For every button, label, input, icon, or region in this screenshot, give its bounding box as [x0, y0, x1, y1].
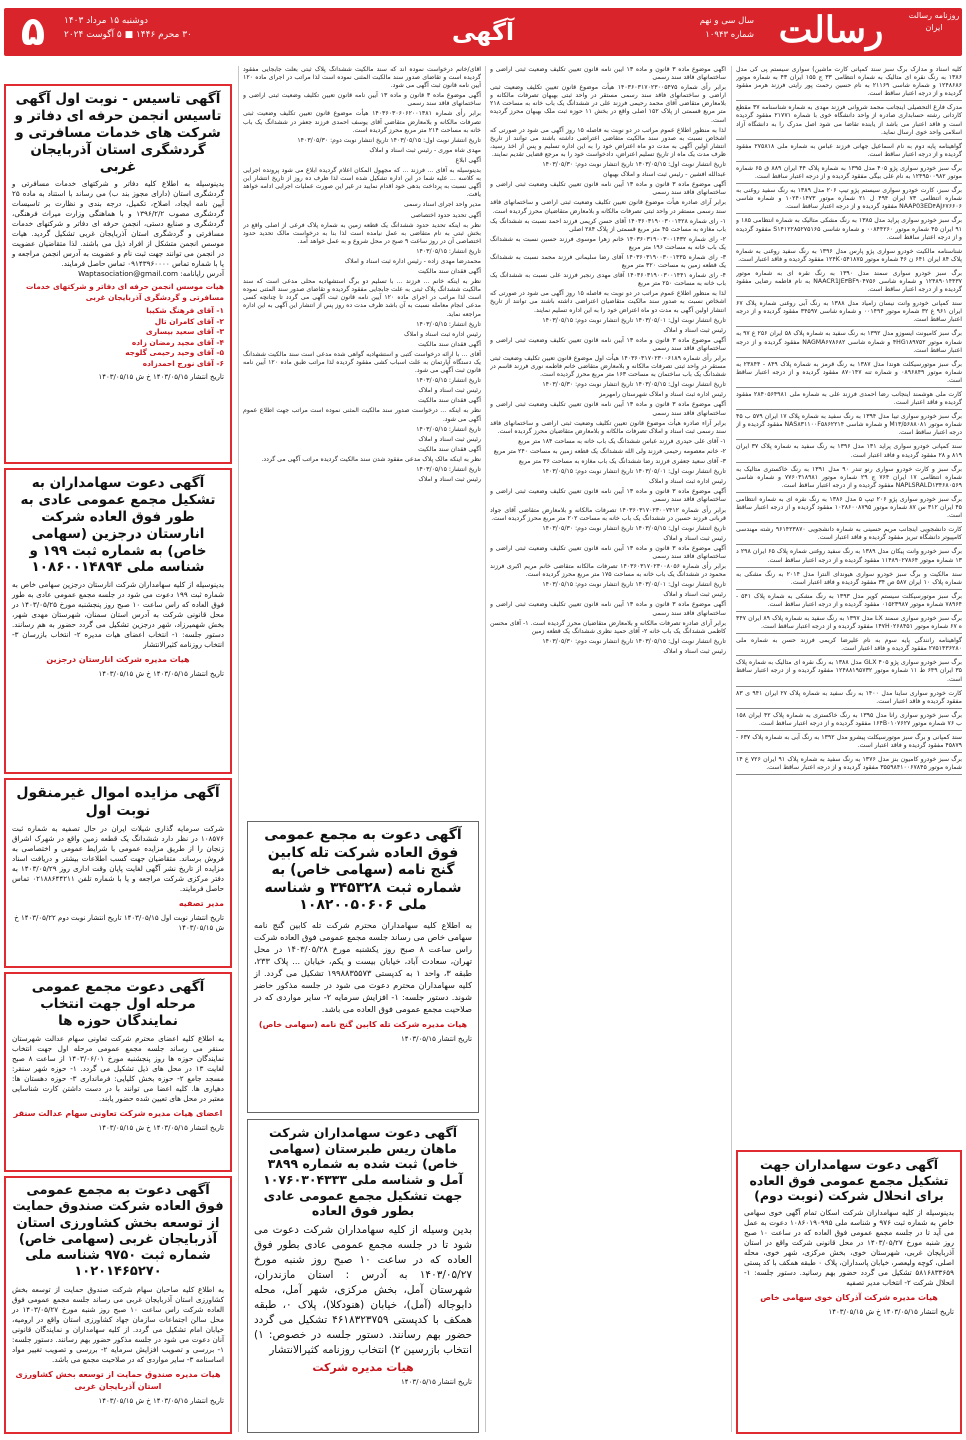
ad-body: به اطلاع کلیه صاحبان سهام شرکت صندوق حمایت از توسعه بخش کشاورزی استان آذربایجان غربی می رساند جلسه مجمع عمومی فوق العاده شرکت راس ساعت ۱۰ صبح روز شنبه مورخ ۱۴۰۳/۰۵/۲۷ در محل سالن اجتماعات سازمان جهاد کشاورزی استان واقع در ارومیه، خیابان امام تشکیل می گردد. از کلیه سهامداران و نمایندگان قانونی آنان دعوت می شود در جلسه مذکور حضور بهم رسانند. دستور جلسه: ۱- بررسی و تصویب افزایش سرمایه ۲- بررسی و تصویب تغییر مواد اساسنامه ۳- سایر مواردی که در صلاحیت مجمع می باشد.: [12, 1284, 225, 1364]
section-title: آگهی: [451, 18, 515, 46]
notice-paragraph: لذا به منظور اطلاع عموم مراتب در دو نوبت به فاصله ۱۵ روز آگهی می شود در صورتی که اشخاص نسبت به صدور سند مالکیت متقاضیان اعتراضی داشته باشند می توانند از تاریخ انتشار اولین آگهی به مدت دو ماه اعتراض خود را به این اداره تسلیم نمایند.: [490, 290, 726, 314]
notice-paragraph: سند کمپانی و برگ سبز موتورسیکلت پیشرو مدل ۱۳۹۲ به رنگ آبی به شماره پلاک ۶۳۷ - ۴۵۸۷۹ مفقود گردیده و فاقد اعتبار است.: [736, 734, 962, 753]
ad-title: آگهی دعوت به مجمع عمومی فوق العاده شرکت صندوق حمایت از توسعه بخش کشاورزی استان آذربایجان غربی (سهامی خاص) شماره ثبت ۹۷۵۰ شناسه ملی ۱۰۲۰۱۴۶۵۲۷۰: [12, 1183, 224, 1280]
notice-paragraph: تاریخ انتشار: ۱۴۰۳/۰۵/۱۵: [416, 425, 481, 433]
lost-documents-column: [736, 66, 962, 1146]
founder-item: ۳- آقای سعید بیساری: [145, 327, 224, 337]
ad-body: بدینوسیله از کلیه سهامداران شرکت اسکان تمام آگهی خوی سهامی خاص به شماره ثبت ۹۷۶ و شناسه ملی ۱۰۸۶۰۱۹۰۹۹۵ دعوت به عمل می آید تا در جلسه مجمع عمومی فوق العاده که در ساعت ۱۰ صبح روز شنبه مورخ ۱۴۰۳/۰۵/۲۷ در محل قانونی شرکت واقع در استان آذربایجان غربی، شهرستان خوی، بخش مرکزی، شهر خوی، محله اصلی، کوچه ولیعصر، خیابان پاسداران، پلاک ۰ طبقه همکف با کد پستی ۵۸۱۶۸۳۳۶۵۹ تشکیل می گردد حضور بهم رسانید. دستور جلسه: ۱- انحلال شرکت ۲- انتخاب مدیر تصفیه: [744, 1207, 955, 1287]
notice-paragraph: شناسنامه مالکیت خودرو سواری پژو پارس مدل ۱۳۹۶ به رنگ سفید روغنی به شماره پلاک ۸۴ ایران ۶۴۱ ن ۴۶ شماره موتور ۱۲۴K۰۵۴۱۸۷۵ مفقود گردیده و فاقد اعتبار است.: [736, 248, 962, 267]
notice-paragraph: تاریخ انتشار نوبت اول: ۱۴۰۳/۰۵/۱۵ تاریخ انتشار نوبت دوم: ۱۴۰۳/۰۵/۳۰: [542, 381, 726, 389]
founder-item: ۴- آقای مجید رمضان زاده: [131, 337, 224, 347]
founder-item: ۵- آقای وحید رحیمی گلوجه: [125, 348, 224, 358]
ad-signature: هیات مدیره شرکت: [312, 1360, 414, 1374]
notice-paragraph: برگ سبز خودرو سواری رانا مدل ۱۳۹۵ به رنگ خاکستری به شماره پلاک ۴۲ ایران ۱۵۸ ب ۷۶ شماره موتور ۱۶۴B۰۱۰۷۶۲۷ مفقود گردیده و از درجه اعتبار ساقط است.: [736, 712, 962, 731]
ad-date: تاریخ انتشار ۱۴۰۳/۰۵/۱۵: [401, 1034, 472, 1043]
ad-body: به اطلاع کلیه اعضای محترم شرکت تعاونی سهام عدالت شهرستان سنقر می رساند جلسه مجمع عمومی مرحله اول جهت انتخاب نمایندگان حوزه ها روز پنجشنبه مورخ ۱۴۰۳/۰۶/۰۱ از ساعت ۸ صبح لغایت ۱۳ در محل های ذیل تشکیل می گردد. ۱- حوزه شهر سنقر: مسجد جامع ۲- حوزه بخش کلیایی: فرمانداری ۳- حوزه دهستان ها: دهیاری ها. کلیه اعضا می توانند با در دست داشتن کارت شناسایی معتبر در محل های تعیین شده حضور یابند.: [12, 1033, 225, 1103]
notice-paragraph: برگ سبز خودرو کامیون بنز مدل ۱۳۷۶ به رنگ سفید به شماره پلاک ۹۱ ایران ۷۲۶ ع ۱۴ شماره موتور ۳۵۵۹۸۴۱۰۰۶۷۸۴۵ مفقود گردیده و از درجه اعتبار ساقط است.: [736, 756, 962, 775]
notice-paragraph: تاریخ انتشار: ۱۴۰۳/۰۵/۱۵: [416, 320, 481, 328]
notice-paragraph: کارت خودرو سواری ساینا مدل ۱۴۰۰ به رنگ سفید به شماره پلاک ۲۷ ایران ۹۴۱ ی ۸۳ مفقود گردیده و فاقد اعتبار است.: [736, 690, 962, 709]
notice-paragraph: آگهی فقدان سند مالکیت: [418, 445, 481, 453]
notice-paragraph: تاریخ انتشار: ۱۴۰۳/۰۵/۱۵: [416, 466, 481, 474]
notice-paragraph: آقای/خانم درخواست نموده اند که سند مالکیت ششدانگ پلاک ثبتی بعلت جابجایی مفقود گردیده است و تقاضای صدور سند مالکیت المثنی نموده است لذا مراتب در اجرای ماده ۱۲۰ آیین نامه قانون ثبت آگهی می شود.: [243, 66, 481, 90]
ad-date: تاریخ انتشار ۱۴۰۳/۰۵/۱۵ خ ش ۱۴۰۳/۰۵/۱۵: [98, 1396, 224, 1405]
notice-paragraph: آگهی موضوع ماده ۳ قانون و ماده ۱۳ آیین نامه قانون تعیین تکلیف وضعیت ثبتی اراضی و ساختمانهای فاقد سند رسمی: [490, 601, 726, 617]
ad-mahan-meeting: [248, 1120, 478, 1432]
notice-paragraph: رئیس ثبت اسناد و املاک: [418, 387, 481, 395]
notice-paragraph: تاریخ انتشار نوبت اول: ۱۴۰۳/۰۵/۱۵ تاریخ انتشار نوبت دوم: ۱۴۰۳/۰۵/۳۰: [542, 637, 726, 645]
ad-title: آگهی مزایده اموال غیرمنقول نوبت اول: [16, 785, 220, 819]
ad-title: آگهی دعوت مجمع عمومی مرحله اول جهت انتخاب نمایندگان حوزه ها: [31, 979, 205, 1029]
notice-paragraph: برگ سبز و کارت خودرو سواری رنو تندر ۹۰ مدل ۱۳۹۱ به رنگ خاکستری متالیک به شماره انتظامی ۱۷ ایران ۷۶۴ ج ۲۹ شماره موتور ۷۷۶۰۳۱۸۹۸۱ و شماره شاسی NAPLSRALD۱۳۴۶۸۰۵۶۹ مفقود گردیده و از درجه اعتبار ساقط است.: [736, 466, 962, 493]
notice-paragraph: برگ سبز خودرو وانت پیکان مدل ۱۳۸۹ به رنگ سفید روغنی شماره پلاک ۶۵ ایران ۲۹۸ د ۱۳ شماره موتور ۱۱۴۸۹۰۲۷۸۶۴ مفقود گردیده و از درجه اعتبار ساقط است.: [736, 548, 962, 567]
date-persian: دوشنبه ۱۵ مرداد ۱۴۰۳: [64, 16, 149, 26]
ad-title: آگهی دعوت سهامداران به تشکیل مجمع عمومی عادی به طور فوق العاده شرکت انارستان درجزین (سهامی خاص) به شماره ثبت ۱۹۹ و شناسه ملی ۱۰۸۶۰۰۱۴۸۹۴: [20, 475, 216, 576]
notice-paragraph: آگهی فقدان سند مالکیت: [418, 340, 481, 348]
notice-paragraph: برابر رأی شماره ۱۴۰۳۶۰۳۱۷۰۲۳۰۰۸۰۵۶ تصرفات مالکانه متقاضی خانم مریم اکبری فرزند محمود در ششدانگ یک باب خانه به مساحت ۱۷۵ متر مربع محرز گردیده است.: [490, 563, 726, 579]
ad-auction: [4, 778, 232, 968]
notice-paragraph: تاریخ انتشار نوبت اول: ۱۴۰۳/۰۵/۰۱ تاریخ انتشار نوبت دوم: ۱۴۰۳/۰۵/۱۵: [542, 468, 726, 476]
issue-dates: [64, 14, 192, 42]
ad-date: تاریخ انتشار ۱۴۰۳/۰۵/۱۵: [401, 1377, 472, 1386]
header-small-brand: روزنامه رسالت ایران: [908, 11, 960, 32]
notice-paragraph: برابر رأی شماره ۱۴۰۳۶۰۳۱۷۰۲۳۰۰۵۴۷۵ هیأت موضوع قانون تعیین تکلیف وضعیت ثبتی اراضی و ساختمانهای فاقد سند رسمی مستقر در واحد ثبتی بهبهان تصرفات مالکانه و بلامعارض متقاضی آقای محمد رحیمی فرزند علی در ششدانگ یک باب خانه به مساحت ۲۱۸ متر مربع قسمتی از پلاک ۱۵۲ اصلی واقع در بخش ۱۱ حوزه ثبت ملک بهبهان محرز گردیده است.: [490, 84, 726, 124]
lost-documents-list: [736, 66, 962, 775]
notice-paragraph: آقای ... با ارائه درخواست کتبی و استشهادیه گواهی شده مدعی است سند مالکیت ششدانگ یک دستگاه آپارتمان به علت اسباب کشی مفقود گردیده لذا مراتب طبق ماده ۱۲۰ آیین نامه قانون ثبت آگهی می شود.: [243, 350, 481, 375]
notice-paragraph: رئیس ثبت اسناد و املاک: [418, 435, 481, 443]
notice-paragraph: تاریخ انتشار نوبت اول: ۱۴۰۳/۰۵/۰۱ تاریخ انتشار نوبت دوم: ۱۴۰۳/۰۵/۱۵: [542, 316, 726, 324]
ad-telecabin-meeting: [248, 822, 478, 1112]
ad-date: تاریخ انتشار ۱۴۰۳/۰۵/۱۵ خ ش ۱۴۰۳/۰۵/۱۵: [98, 1123, 224, 1132]
notice-paragraph: رئیس ثبت اسناد و املاک: [663, 534, 726, 542]
notice-paragraph: برگ سبز موتورسیکلت سیستم کویر مدل ۱۳۹۳ به رنگ مشکی به شماره پلاک ۵۴۱ - ۷۸۹۶۴ شماره موتور ۰۱۵۲۳۹۸۷ مفقود گردیده و از درجه اعتبار ساقط است.: [736, 593, 962, 612]
ad-signature: هیات مدیره شرکت تله کابین گنج نامه (سهامی خاص): [258, 1019, 468, 1029]
notice-paragraph: برابر رأی شماره ۱۴۰۳۶۰۳۰۶۰۶۲۰۰۱۳۸۱ هیأت موضوع قانون تعیین تکلیف وضعیت ثبتی تصرفات مالکانه و بلامعارض متقاضی آقای یوسف احمدی فرزند جعفر در ششدانگ یک باب خانه به مساحت ۲۱۴ متر مربع محرز گردیده است.: [243, 110, 481, 134]
notice-paragraph: ۲- خانم معصومه رحیمی فرزند ولی الله ششدانگ یک قطعه زمین به مساحت ۲۴۰ متر مربع: [493, 447, 726, 455]
founders-title: هیات موسس انجمن حرفه ای دفاتر و شرکتهای خدمات مسافرتی و گردشگری آذربایجان غربی: [26, 282, 224, 302]
ad-signature: اعضای هیات مدیره شرکت تعاونی سهام عدالت سنقر: [13, 1108, 223, 1118]
notice-paragraph: سند کمپانی خودرو سواری پراید ۱۳۱ مدل ۱۳۹۶ به رنگ سفید به شماره پلاک ۳۷ ایران ۸۱۹ و ۲۸ مفقود گردیده و فاقد اعتبار است.: [736, 443, 962, 462]
ad-signature: هیات مدیره شرکت انارستان درجزین: [46, 655, 190, 665]
founder-item: ۶- آقای نورج احمدزاده: [142, 358, 224, 368]
notice-paragraph: آگهی موضوع ماده ۳ قانون و ماده ۱۳ آیین نامه قانون تعیین تکلیف وضعیت ثبتی اراضی و ساختمانهای فاقد سند رسمی: [490, 181, 726, 197]
notice-paragraph: برابر آرای صادره هیأت موضوع قانون تعیین تکلیف وضعیت ثبتی اراضی و ساختمانهای فاقد سند رسمی مستقر در واحد ثبتی تصرفات مالکانه و بلامعارض متقاضیان محرز گردیده است.: [490, 199, 726, 215]
notice-paragraph: آگهی موضوع ماده ۳ قانون و ماده ۱۳ آیین نامه قانون تعیین تکلیف وضعیت ثبتی اراضی و ساختمانهای فاقد سند رسمی: [490, 336, 726, 352]
notice-paragraph: ۲- رای شماره ۱۴۰۳۶۰۳۱۹۰۰۳۰۰۱۴۳۲ خانم زهرا موسوی فرزند حسین نسبت به ششدانگ یک باب خانه به مساحت ۱۹۶ متر مربع: [490, 235, 726, 251]
notice-paragraph: مدیر واحد اجرای اسناد رسمی: [403, 201, 481, 209]
notice-paragraph: تاریخ انتشار: ۱۴۰۳/۰۵/۱۵: [416, 377, 481, 385]
notice-paragraph: برگ سبز، کارت خودرو سواری سیستم پژو تیپ ۲۰۶ مدل ۱۳۸۹ به رنگ سفید روغنی به شماره انتظامی ۷۳ ایران ۴۹۴ ل ۲۱ شماره موتور ۱۰۲۴۰۱۴۷۳ و شماره شاسی NAAP03ED۴AJ۶۷۶۶۰۶ مفقود گردیده و از درجه اعتبار ساقط است.: [736, 187, 962, 214]
notice-paragraph: نظر به اینکه خانم ... فرزند ... با تسلیم دو برگ استشهادیه محلی مدعی است که سند مالکیت ششدانگ پلاک ثبتی به علت جابجایی مفقود گردیده و تقاضای صدور سند المثنی نموده است لذا مراتب در اجرای ماده ۱۲۰ آیین نامه قانون ثبت آگهی می گردد تا چنانچه کسی مدعی انجام معامله نسبت به آن باشد ظرف مدت ده روز پس از انتشار این آگهی به این اداره مراجعه نماید.: [243, 278, 481, 318]
ad-signature: هیات مدیره صندوق حمایت از توسعه بخش کشاورزی استان آذربایجان غربی: [15, 1369, 221, 1391]
notice-paragraph: برگ سبز خودرو سواری سمند LX مدل ۱۳۹۷ به رنگ سفید به شماره پلاک ۸۹ ایران ۳۴۷ ه ۶۷ شماره موتور ۱۴۷H۰۲۶۸۴۵۱ مفقود گردیده و از درجه اعتبار ساقط است.: [736, 615, 962, 634]
notice-paragraph: برگ سبز خودرو سواری سمند مدل ۱۳۹۰ به رنگ نقره ای به شماره موتور ۱۲۴۸۹۰۱۴۴۳۷ و شماره شاسی NAACR1JE۳BF۹۰۴۷۵۶ به نام فاطمه رضایی مفقود گردیده و از درجه اعتبار ساقط است.: [736, 270, 962, 297]
notice-paragraph: آگهی تحدید حدود اختصاصی: [410, 211, 481, 219]
ad-date: تاریخ انتشار ۱۴۰۳/۰۵/۱۵ خ ش ۱۴۰۳/۰۵/۱۵: [98, 670, 224, 679]
issue-number: شماره ۱۰۹۴۳: [705, 30, 754, 40]
notice-paragraph: کارت دانشجویی اینجانب مریم حسینی به شماره دانشجویی ۹۶۱۴۲۳۸۷۰ رشته مهندسی کامپیوتر دانشگاه تبریز مفقود گردیده و فاقد اعتبار است.: [736, 526, 962, 545]
notice-paragraph: ۳- آقای سعید جعفری فرزند رضا ششدانگ یک باب مغازه به مساحت ۳۶ متر مربع: [518, 458, 726, 466]
notice-paragraph: برگ سبز موتورسیکلت هوندا مدل ۱۳۸۷ به رنگ قرمز به شماره پلاک ۸۴۹ - ۲۳۸۴۴ به شماره موتور ۰۸۹۶۸۴۹ و شماره تنه ۸۷۰۱۴۷ مفقود گردیده و از درجه اعتبار ساقط است.: [736, 361, 962, 388]
ad-khoy-liquidation: [736, 1150, 962, 1434]
notices-list-3: [243, 66, 481, 484]
ad-darjazin-meeting: [4, 468, 232, 774]
ad-body: بدینوسیله از کلیه سهامداران شرکت انارستان درجزین سهامی خاص به شماره ثبت ۱۹۹ دعوت می شود در جلسه مجمع عمومی عادی به طور فوق العاده که راس ساعت ۱۰ صبح روز پنجشنبه مورخ ۱۴۰۳/۰۵/۲۵ در محل قانونی شرکت به آدرس استان سمنان، شهرستان مهدی شهر، بخش شهمیرزاد، شهر درجزین تشکیل می گردد حضور به هم رسانند. دستور جلسه: ۱- انتخاب اعضای هیات مدیره ۲- انتخاب بازرسان ۳- انتخاب روزنامه کثیرالانتشار: [12, 580, 225, 650]
notice-paragraph: برابر رأی شماره ۱۴۰۳۶۰۳۱۷۰۲۳۰۰۶۱۸۹ هیأت اول موضوع قانون تعیین تکلیف وضعیت ثبتی مستقر در واحد ثبتی تصرفات مالکانه و بلامعارض متقاضی خانم فاطمه نوری فرزند قاسم در ششدانگ یک باب ساختمان به مساحت ۱۶۳ متر مربع محرز گردیده است.: [490, 355, 726, 379]
notices-column-3: [243, 66, 481, 816]
column-separator: [238, 66, 239, 1432]
notice-paragraph: رئیس ثبت اسناد و املاک: [663, 591, 726, 599]
notice-paragraph: نظر به اینکه تحدید حدود ششدانگ یک قطعه زمین به شماره پلاک فرعی از اصلی واقع در بخش ثبتی به نام متقاضی به عمل نیامده است لذا بنا به درخواست مالک تحدید حدود اختصاصی آن در روز ساعت ۹ صبح در محل شروع و به عمل خواهد آمد.: [243, 221, 481, 245]
notice-paragraph: بدینوسیله به آقای ... فرزند ... که مجهول المکان اعلام گردیده ابلاغ می شود پرونده اجرایی به کلاسه ... علیه شما در این اداره تشکیل شده است لذا ظرف ده روز از تاریخ انتشار این آگهی نسبت به پرداخت بدهی خود اقدام نمایید در غیر این صورت عملیات اجرایی ادامه خواهد یافت.: [243, 167, 481, 199]
notice-paragraph: محمدرضا مهدی زاده - رئیس اداره ثبت اسناد و املاک: [344, 257, 481, 265]
ad-date: تاریخ انتشار ۱۴۰۳/۰۵/۱۵ خ ش ۱۴۰۳/۰۵/۱۵: [828, 1307, 954, 1316]
notice-paragraph: برگ سبز خودرو سواری تیبا مدل ۱۳۹۴ به رنگ سفید به شماره پلاک ۱۷ ایران ۵۷۹ ب ۴۵ شماره موتور M۱۳/۵۶۸۸۰۸۱ و شماره شاسی NAS۸۳۱۱۰۰F۵۸۶۲۲۱۴ مفقود گردیده و از درجه اعتبار ساقط است.: [736, 413, 962, 440]
column-separator: [485, 66, 486, 1432]
notice-paragraph: آگهی موضوع ماده ۳ قانون و ماده ۱۳ آیین نامه قانون تعیین تکلیف وضعیت ثبتی اراضی و ساختمانهای فاقد سند رسمی: [490, 66, 726, 82]
notice-paragraph: رئیس اداره ثبت اسناد و املاک شهرستان رامهرمز: [599, 391, 726, 399]
page-number: ۵: [20, 9, 46, 55]
notice-paragraph: برگ سبز کامیونت ایسوزو مدل ۱۳۹۲ به رنگ سفید به شماره پلاک ۵۸ ایران ۲۵۶ ع ۹۷ به شماره موتور ۴HG۱۸۹۷۵۲ و شماره شاسی NAGMA۶۷۸۶۸۲ مفقود گردیده و از درجه اعتبار ساقط است.: [736, 330, 962, 357]
page-header: [0, 0, 966, 60]
notice-paragraph: رئیس ثبت اسناد و املاک: [663, 647, 726, 655]
ad-association-founding: [4, 84, 232, 464]
date-lunar-gregorian: ۳۰ محرم ۱۴۴۶ ■ ۵ آگوست ۲۰۲۴: [64, 30, 192, 40]
founder-item: ۲- آقای کامران تال: [154, 316, 224, 326]
notice-paragraph: مدرک فارغ التحصیلی اینجانب محمد شروانی فرزند مهدی به شماره شناسنامه ۳۷ مقطع کاردانی رشته حسابداری صادره از واحد دانشگاه خوی با شماره ۲۱۷۷۱ مفقود گردیده است و فاقد اعتبار می باشد از یابنده تقاضا می شود اصل مدرک را به دانشگاه آزاد اسلامی واحد خوی ارسال نماید.: [736, 104, 962, 139]
notice-paragraph: ۱- آقای علی حیدری فرزند عباس ششدانگ یک باب خانه به مساحت ۱۸۴ متر مربع: [518, 437, 726, 445]
notice-paragraph: آگهی فقدان سند مالکیت: [418, 268, 481, 276]
ad-email: Waptasociation@gmail.com :آدرس رایانامه: [78, 269, 224, 279]
notice-paragraph: رئیس اداره ثبت اسناد و املاک: [648, 478, 726, 486]
ad-body: شرکت سرمایه گذاری شیلات ایران در حال تصفیه به شماره ثبت ۱۰۸۵۷۶ در نظر دارد ششدانگ یک قطعه زمین واقع در شهرک اشراق زنجان را از طریق مزایده عمومی با شرایط عمومی و اختصاصی به فروش برساند. متقاضیان جهت کسب اطلاعات بیشتر و دریافت اسناد مزایده از تاریخ نشر آگهی لغایت پایان وقت اداری روز ۱۴۰۳/۰۵/۲۹ به دفتر مرکزی شرکت مراجعه و یا با شماره تلفن ۰۲۱۸۸۶۴۴۲۱۱ تماس حاصل فرمایند.: [12, 824, 225, 893]
notice-paragraph: تاریخ انتشار: ۱۴۰۳/۰۵/۱۵: [416, 247, 481, 255]
newspaper-logo: رسالت: [778, 9, 884, 51]
notice-paragraph: برگ سبز خودرو سواری پژو ۴۰۵ مدل ۱۳۹۵ به شماره پلاک ۴۴ ایران ۸۸۹ ق ۶۵ شماره موتور ۱۲۴۹۵۰۰۹۸۲ به نام علی بیگی مفقود گردیده و از درجه اعتبار ساقط است.: [736, 165, 962, 184]
notice-paragraph: لذا به منظور اطلاع عموم مراتب در دو نوبت به فاصله ۱۵ روز آگهی می شود در صورتی که اشخاص نسبت به صدور سند مالکیت متقاضی اعتراضی داشته باشند می توانند از تاریخ انتشار اولین آگهی به مدت دو ماه اعتراض خود را به این اداره تسلیم و پس از اخذ رسید، ظرف مدت یک ماه از تاریخ تسلیم اعتراض، دادخواست خود را به مرجع قضایی تقدیم نمایند.: [490, 126, 726, 158]
notice-paragraph: رئیس ثبت اسناد و املاک: [418, 476, 481, 484]
ad-title: آگهی دعوت به مجمع عمومی فوق العاده شرکت تله کابین گنج نامه (سهامی خاص) به شماره ثبت ۳۴۵۳۲۸ و شناسه ملی ۱۰۸۲۰۰۵۰۶۰۶: [264, 827, 462, 913]
notice-paragraph: آگهی فقدان سند مالکیت: [418, 397, 481, 405]
notice-paragraph: برابر آراء صادره هیأت موضوع قانون تعیین تکلیف وضعیت ثبتی اراضی و ساختمانهای فاقد سند رسمی ثبت اسناد و املاک تصرفات مالکانه و بلامعارض متقاضیان محرز گردیده است.: [490, 419, 726, 435]
ad-body: بدینوسیله به اطلاع کلیه دفاتر و شرکتهای خدمات مسافرتی و گردشگری استان (دارای مجوز بند ب) می رساند با استناد به ماده ۲۵ آیین نامه ایجاد، اصلاح، تکمیل، درجه بندی و نظارت بر تاسیسات گردشگری مصوب ۱۳۹۶/۲/۲ و با هماهنگی وزارت میراث فرهنگی، گردشگری و صنایع دستی، انجمن حرفه ای دفاتر و شرکتهای خدمات مسافرتی و گردشگری استان آذربایجان غربی تشکیل گردید. هیات موسس انجمن متشکل از افراد ذیل می باشند. لذا متقاضیان عضویت در انجمن می توانند جهت ثبت نام و عضویت به آدرس انجمن مراجعه و یا با شماره تماس ۰۹۱۴۳۹۶۰۰۰۰ تماس حاصل فرمایند.: [12, 179, 224, 269]
notice-paragraph: آگهی موضوع ماده ۳ قانون و ماده ۱۳ آیین نامه قانون تعیین تکلیف وضعیت ثبتی اراضی و ساختمانهای فاقد سند رسمی: [490, 544, 726, 560]
ad-body: بدین وسیله از کلیه سهامداران شرکت دعوت می شود تا در جلسه مجمع عمومی عادی بطور فوق العاده که در ساعت ۱۰ صبح روز شنبه مورخ ۱۴۰۳/۰۵/۲۷ به آدرس : استان مازندران، شهرستان آمل، بخش مرکزی، شهر آمل، محله دابوجاله (آمل)، خیابان (هنودکلا)، پلاک ۰، طبقه همکف با کدپستی ۴۶۱۸۳۲۳۷۵۹ تشکیل می گردد حضور بهم رسانند. دستور جلسه در خصوص: ۱) انتخاب بازرسین ۲) انتخاب روزنامه کثیرالانتشار: [254, 1223, 472, 1356]
notice-paragraph: گواهینامه رانندگی پایه سوم به نام علیرضا کریمی فرزند حسن به شماره ملی ۲۷۵۱۴۳۶۲۸۰ مفقود گردیده و فاقد اعتبار است.: [736, 637, 962, 656]
notice-paragraph: ۳- رای شماره ۱۴۰۳۶۰۳۱۹۰۰۳۰۰۱۴۳۵ آقای رضا سلیمانی فرزند محمد نسبت به ششدانگ یک قطعه زمین به مساحت ۳۲۰ متر مربع: [490, 253, 726, 270]
notice-paragraph: عبدالله افشین - رئیس ثبت اسناد و املاک بهبهان: [602, 171, 726, 179]
notice-paragraph: نظر به اینکه ... درخواست صدور سند مالکیت المثنی نموده است مراتب جهت اطلاع عموم آگهی می شود.: [243, 407, 481, 423]
ad-cooperative-meeting: [4, 972, 232, 1172]
notice-paragraph: رئیس ثبت اسناد و املاک: [663, 326, 726, 334]
notice-paragraph: آگهی موضوع ماده ۳ قانون و ماده ۱۳ آیین نامه قانون تعیین تکلیف وضعیت ثبتی اراضی و ساختمانهای فاقد سند رسمی: [243, 92, 481, 108]
notice-paragraph: ۴- رای شماره ۱۴۰۳۶۰۳۱۹۰۰۳۰۰۱۴۴۱ آقای مهدی رنجبر فرزند علی نسبت به ششدانگ یک باب خانه به مساحت ۲۵۰ متر مربع: [490, 272, 726, 288]
notice-paragraph: گواهینامه پایه دوم به نام اسماعیل جهانی فرزند عباس به شماره ملی ۲۷۵۸۱۸ مفقود گردیده و از درجه اعتبار ساقط است.: [736, 143, 962, 162]
notice-paragraph: برگ سبز خودرو سواری پژو ۲۰۶ تیپ ۵ مدل ۱۳۸۶ به رنگ نقره ای به شماره انتظامی ۴۵ ایران ۳۱۲ س ۸۷ شماره موتور ۱۰۲۸۶۰۰۸۷۹۵ مفقود گردیده و از درجه اعتبار ساقط است.: [736, 496, 962, 523]
ad-date: تاریخ انتشار ۱۴۰۳/۰۵/۱۵ خ ش ۱۴۰۳/۰۵/۱۵: [98, 373, 224, 382]
founder-item: ۱- آقای فرهنگ شکیبا: [146, 306, 224, 316]
notice-paragraph: آگهی موضوع ماده ۳ قانون و ماده ۱۳ آیین نامه قانون تعیین تکلیف وضعیت ثبتی اراضی و ساختمانهای فاقد سند رسمی: [490, 488, 726, 504]
notice-paragraph: تاریخ انتشار نوبت اول: ۱۴۰۳/۰۵/۱۵ تاریخ انتشار نوبت دوم: ۱۴۰۳/۰۵/۳۰: [542, 161, 726, 169]
ad-title: آگهی تاسیس - نوبت اول آگهی تاسیس انجمن حرفه ای دفاتر و شرکت های خدمات مسافرتی و گردشگری استان آذربایجان غربی: [14, 91, 222, 175]
notice-paragraph: برابر آرای صادره تصرفات مالکانه و بلامعارض متقاضیان محرز گردیده است. ۱- آقای محسن کاظمی ششدانگ یک باب خانه ۲- آقای حمید نظری ششدانگ یک قطعه زمین: [490, 619, 726, 635]
ad-signature: مدیر تصفیه: [178, 899, 224, 908]
ad-title: آگهی دعوت سهامداران جهت تشکیل مجمع عمومی فوق العاده برای انحلال شرکت (نوبت دوم): [749, 1157, 949, 1204]
notice-paragraph: برگ سبز خودرو سواری پراید مدل ۱۳۸۵ به رنگ مشکی متالیک به شماره انتظامی ۱۸۵ و ۹۱ ایران ۴۵ شماره موتور ۰۰۸۴۴۲۶۰ و شماره شاسی S۱۴۱۲۲۸۵۲۷۵۱۶۵ مفقود گردیده و از درجه اعتبار ساقط است.: [736, 217, 962, 244]
notice-paragraph: تاریخ انتشار نوبت اول: ۱۴۰۳/۰۵/۱۵ تاریخ انتشار نوبت دوم: ۱۴۰۳/۰۵/۳۰: [297, 136, 481, 144]
notice-paragraph: آگهی ابلاغ: [455, 156, 481, 164]
issue-year: سال سی و نهم: [699, 16, 754, 26]
notice-paragraph: نظر به اینکه مالک پلاک مدعی مفقود شدن سند مالکیت گردیده مراتب آگهی می گردد.: [261, 455, 481, 463]
notice-paragraph: کارت ملی هوشمند اینجانب رضا احمدی فرزند علی به شماره ملی ۲۸۴۰۵۶۴۹۸۱ مفقود گردیده و فاقد اعتبار است.: [736, 391, 962, 410]
notice-paragraph: برابر رأی شماره ۱۴۰۳۶۰۳۱۷۰۲۳۰۰۷۴۱۲ تصرفات مالکانه و بلامعارض متقاضی آقای جواد قربانی فرزند حسین در ششدانگ یک باب خانه به مساحت ۲۰۲ متر مربع محرز گردیده است.: [490, 506, 726, 522]
notice-paragraph: رئیس اداره ثبت اسناد و املاک: [403, 330, 481, 338]
registry-notices-list: [490, 66, 726, 656]
notice-paragraph: سند مالکیت و برگ سبز خودرو سواری هیوندای النترا مدل ۲۰۱۴ به رنگ مشکی به شماره پلاک ۱۰ ایران ۵۸۷ ص ۳۴ مفقود گردیده و فاقد اعتبار است.: [736, 571, 962, 590]
notice-paragraph: کلیه اسناد و مدارک برگ سبز سند کمپانی کارت ماشین) سواری سیستم پی کی مدل ۱۳۸۶ به رنگ نقره ای متالیک به شماره انتظامی ۳۳ ج ۱۵۵ ایران ۴۳ به شماره موتور ۱۲۴۸۶۸۶ و شماره شاسی ۲۱۱۶۹ به نام حسین رحمت پور رایتی فرزند هرمز مفقود گردیده و از درجه اعتبار ساقط است.: [736, 66, 962, 101]
column-separator: [731, 66, 732, 1432]
notice-paragraph: برگ سبز خودرو سواری پژو ۴۰۵ GLX مدل ۱۳۸۸ به رنگ نقره ای متالیک به شماره پلاک ۳۵ ایران ۶۴۹ ط ۱۱ شماره موتور ۱۲۴۸۸۱۹۵۷۳۲ مفقود گردیده و از درجه اعتبار ساقط است.: [736, 659, 962, 686]
ad-date: تاریخ انتشار نوبت اول ۱۴۰۳/۰۵/۱۵ تاریخ انتشار نوبت دوم ۱۴۰۳/۰۵/۲۲ خ ش ۱۴۰۳/۰۵/۱۵: [14, 914, 224, 932]
ad-title: آگهی دعوت سهامداران شرکت ماهان ریس طبرستان (سهامی خاص) ثبت شده به شماره ۳۸۹۹ آمل و شناسه ملی ۱۰۷۶۰۳۰۴۳۳۳ جهت تشکیل مجمع عمومی عادی بطور فوق العاده: [263, 1125, 463, 1219]
notice-paragraph: مهدی شاه موری - رئیس ثبت اسناد و املاک: [369, 146, 481, 154]
notice-paragraph: تاریخ انتشار نوبت اول: ۱۴۰۳/۰۵/۰۱ تاریخ انتشار نوبت دوم: ۱۴۰۳/۰۵/۱۵: [542, 581, 726, 589]
notice-paragraph: آگهی موضوع ماده ۳ قانون و ماده ۱۳ آیین نامه قانون تعیین تکلیف وضعیت ثبتی اراضی و ساختمانهای فاقد سند رسمی: [490, 401, 726, 417]
ad-body: به اطلاع کلیه سهامداران محترم شرکت تله کابین گنج نامه سهامی خاص می رساند جلسه مجمع عمومی فوق العاده شرکت راس ساعت ۸ صبح روز یکشنبه مورخ ۱۴۰۳/۰۵/۲۸ در محل تهران، سعادت آباد، خیابان بیست و یکم، خیابان ... پلاک ۲۳۳، طبقه ۳، واحد ۱ به کدپستی ۱۹۹۸۸۳۵۵۷۳ تشکیل می گردد. از کلیه سهامداران محترم دعوت می شود در جلسه مذکور حاضر شوند. دستور جلسه: ۱- افزایش سرمایه ۲- سایر مواردی که در صلاحیت مجمع عمومی فوق العاده می باشد.: [254, 919, 473, 1014]
founders-list: [12, 306, 224, 369]
registry-notices-column: [490, 66, 726, 1432]
ad-signature: هیات مدیره شرکت آذرکان خوی سهامی خاص: [760, 1292, 938, 1302]
notice-paragraph: ۱- رای شماره ۱۴۰۳۶۰۳۱۹۰۰۳۰۰۱۴۲۸ آقای حسن کریمی فرزند احمد نسبت به ششدانگ یک باب مغازه به مساحت ۴۵ متر مربع قسمتی از پلاک ۲۸۴ اصلی: [490, 217, 726, 233]
notice-paragraph: تاریخ انتشار نوبت اول: ۱۴۰۳/۰۵/۱۵ تاریخ انتشار نوبت دوم: ۱۴۰۳/۰۵/۳۰: [542, 524, 726, 532]
notice-paragraph: سند کمپانی خودرو وانت نیسان زامیاد مدل ۱۳۸۸ به رنگ آبی روغنی شماره پلاک ۶۷ ایران ۹۶۱ ع ۳۲ شماره موتور ۰۰۱۴۹۴ و شماره شاسی ۳۴۵۹۷ مفقود گردیده و از درجه اعتبار ساقط است.: [736, 300, 962, 327]
ad-agriculture-fund-meeting: [4, 1176, 232, 1434]
